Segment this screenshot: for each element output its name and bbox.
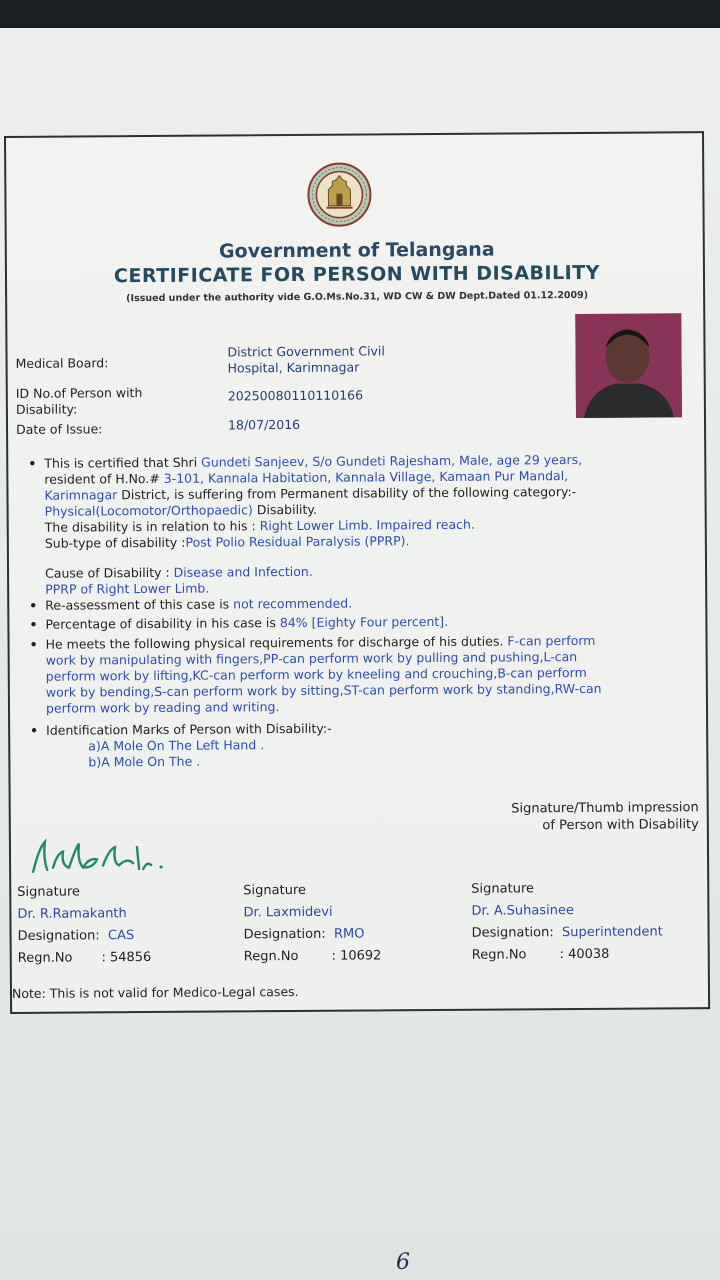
cause-detail: PPRP of Right Lower Limb. xyxy=(45,580,210,597)
sig1-regn: : 54856 xyxy=(101,949,152,966)
cause-label: Cause of Disability : xyxy=(45,564,174,581)
sig1-desig: CAS xyxy=(107,928,135,944)
reassessment-label: Re-assessment of this case is xyxy=(45,596,234,613)
reassessment-value: not recommended. xyxy=(233,595,353,612)
person-name-details: Gundeti Sanjeev, S/o Gundeti Rajesham, Male, age 29 years, xyxy=(201,451,583,470)
medical-board-label: Medical Board: xyxy=(15,355,109,371)
identification-label: Identification Marks of Person with Disability:- xyxy=(46,720,332,738)
paper-sheet xyxy=(0,28,720,1280)
sig2-regn: : 10692 xyxy=(331,948,382,964)
certificate-title: CERTIFICATE FOR PERSON WITH DISABILITY xyxy=(113,261,601,288)
subtype-value: Post Polio Residual Paralysis (PPRP). xyxy=(185,533,410,550)
page-number: 6 xyxy=(396,1250,410,1275)
certificate-frame xyxy=(4,131,710,1014)
relation-label: The disability is in relation to his : xyxy=(44,518,260,535)
sig3-regn-label: Regn.No xyxy=(471,947,527,963)
p1-text-b: resident of H.No.# xyxy=(44,470,164,487)
medical-board-value-line2: Hospital, Karimnagar xyxy=(227,359,360,376)
certification-paragraph: • This is certified that Shri Gundeti Sanjeev, S/o Gundeti Rajesham, Male, age 29 years, resident of H.No.# 3-101, Kannala Habitation, Kannala Village, Kamaan Pur Mandal, Karimnagar District, is suffering from Permanent disability of the following category:- Physical(Locomotor/Orthopaedic) Disability. The disability is in relation to his : Right Lower Limb. Impaired reach. Sub-type of disability :Post Polio Residual Paralysis (PPRP). xyxy=(28,451,583,551)
sig3-label: Signature xyxy=(471,881,535,897)
requirements-line1: F-can perform xyxy=(507,632,596,649)
sig3-name: Dr. A.Suhasinee xyxy=(471,903,575,919)
address-details: 3-101, Kannala Habitation, Kannala Village, Kamaan Pur Mandal, xyxy=(163,468,569,486)
sig1-label: Signature xyxy=(17,884,81,900)
sig3-desig: Superintendent xyxy=(561,924,663,941)
p1-text-a: This is certified that Shri xyxy=(44,454,202,471)
date-of-issue-value: 18/07/2016 xyxy=(227,416,301,433)
sig3-desig-label: Designation: xyxy=(471,925,554,941)
percentage-label: Percentage of disability in his case is xyxy=(45,615,280,632)
district-name: Karimnagar xyxy=(44,487,118,503)
signatory-3 xyxy=(471,877,663,966)
sig2-desig: RMO xyxy=(333,926,365,942)
subtype-label: Sub-type of disability : xyxy=(44,534,186,551)
p1-text-c: District, is suffering from Permanent disability of the following category:- xyxy=(117,484,577,503)
person-photo xyxy=(575,313,682,418)
requirements-label: He meets the following physical requirements for discharge of his duties. xyxy=(45,633,508,652)
requirements-line2: work by manipulating with fingers,PP-can perform work by pulling and pushing,L-can xyxy=(45,649,578,668)
physical-requirements-item: • He meets the following physical requirements for discharge of his duties. F-can perform work by manipulating with fingers,PP-can perform work by pulling and pushing,L-can perform work by lifting,KC-can perform work by kneeling and crouching,B-can perform work by bending,S-can perform work by sitting,ST-can perform work by standing,RW-can perform work by reading and writing. xyxy=(29,632,602,716)
identification-mark-a: a)A Mole On The Left Hand . xyxy=(88,737,265,754)
issued-authority-line: (Issued under the authority vide G.O.Ms.No.31, WD CW & DW Dept.Dated 01.12.2009) xyxy=(126,289,589,305)
id-label-line1: ID No.of Person with xyxy=(15,385,143,401)
disability-category: Physical(Locomotor/Orthopaedic) xyxy=(44,502,253,519)
medical-board-value-line1: District Government Civil xyxy=(227,343,385,360)
sig1-desig-label: Designation: xyxy=(17,928,100,944)
signatory-1 xyxy=(17,881,151,970)
date-of-issue-label: Date of Issue: xyxy=(15,421,103,437)
sig2-regn-label: Regn.No xyxy=(243,948,299,965)
requirements-line5: perform work by reading and writing. xyxy=(45,699,280,716)
percentage-item: • Percentage of disability in his case is 84% [Eighty Four percent]. xyxy=(29,613,449,632)
id-label-line2: Disability: xyxy=(15,401,78,417)
sig1-name: Dr. R.Ramakanth xyxy=(17,906,127,922)
thumb-impression-label xyxy=(511,799,699,834)
signatory-2 xyxy=(243,879,381,968)
sig1-regn-label: Regn.No xyxy=(17,950,73,966)
cause-paragraph xyxy=(31,561,691,598)
percentage-value: 84% [Eighty Four percent]. xyxy=(279,613,449,631)
thumb-line1: Signature/Thumb impression xyxy=(511,800,699,817)
relation-value: Right Lower Limb. Impaired reach. xyxy=(259,516,475,534)
sig3-regn: : 40038 xyxy=(559,946,610,963)
p1-text-d: Disability. xyxy=(252,501,318,518)
identification-item: • Identification Marks of Person with Disability:- a)A Mole On The Left Hand . b)A Mole On The . xyxy=(30,720,332,770)
thumb-line2: of Person with Disability xyxy=(542,817,699,834)
requirements-line4: work by bending,S-can perform work by sitting,ST-can perform work by standing,RW-can xyxy=(45,680,602,700)
medico-legal-note: Note: This is not valid for Medico-Legal cases. xyxy=(11,983,299,1001)
government-heading: Government of Telangana xyxy=(218,238,495,263)
handwritten-signature-icon xyxy=(23,827,173,884)
sig2-label: Signature xyxy=(243,882,307,899)
requirements-line3: perform work by lifting,KC-can perform work by kneeling and crouching,B-can perform xyxy=(45,664,587,684)
cause-value: Disease and Infection. xyxy=(173,563,313,580)
telangana-emblem-icon xyxy=(306,161,372,227)
id-value: 20250080110110166 xyxy=(227,387,364,404)
certificate-body xyxy=(30,451,692,771)
identification-mark-b: b)A Mole On The . xyxy=(88,753,201,770)
reassessment-item: • Re-assessment of this case is not recommended. xyxy=(29,595,353,613)
sig2-desig-label: Designation: xyxy=(243,926,326,943)
person-silhouette-icon xyxy=(575,313,682,418)
sig2-name: Dr. Laxmidevi xyxy=(243,904,333,921)
